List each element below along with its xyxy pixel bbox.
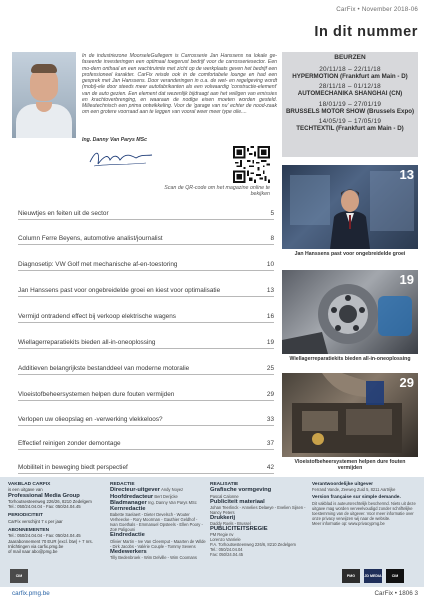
colophon-text: Inlichtingen via carfix.pmg.be [8,543,64,549]
colophon-text: Meer informatie op: www.privacypmg.be [312,520,385,526]
role-name: Tilly Bedenbroek - Wim Delville - Wim Coomans [110,555,197,561]
colophon-text: Ferrand Vande, Zeeweg Zuid 5, 8211 Aartrijke [312,487,396,493]
website-link[interactable]: carfix.pmg.be [12,590,50,597]
colophon-heading: PERIODICITEIT [8,513,43,519]
jd-media-logo: JD MEDIA [364,569,382,583]
toc-item[interactable] [18,438,274,450]
colophon-legal [312,482,418,526]
event-name: AUTOMECHANIKA SHANGHAI (CN) [297,90,403,98]
photo-caption: Vloeistofbeheersystemen helpen dure fouten vermijden [294,459,406,471]
page-title: In dit nummer [314,24,418,40]
toc-item-title: Jan Hanssens past voor ongebreidelde groei en kiest voor optimalisatie [18,287,221,294]
toc-item[interactable] [18,259,274,271]
colophon-heading: Version française sur simple demande. [312,495,401,501]
role-name: Babette Saelaert - Dieter Develsch - Wouter Verheecke - Rory Moorman - Gauthier Geldhof - Ivan Goethals - Emmanuel Opsteels - Ellen Poory - Zoë Paligouni [110,512,203,533]
toc-item-page: 29 [266,391,274,398]
toc-item-title: Diagnosetip: VW Golf met mechanische af-en-toestoring [18,261,178,268]
role-title: Grafische vormgeving [210,487,272,494]
colophon-heading: Verantwoordelijke uitgever [312,482,374,487]
role-name: PM Regie nv [210,532,234,538]
toc-item[interactable] [18,363,274,375]
engine-bay-illustration [282,373,418,457]
event-name: HYPERMOTION (Frankfurt am Main - D) [292,72,408,80]
colophon-editorial [110,482,206,560]
qr-code[interactable] [233,146,270,183]
toc-item-title: Effectief reinigen zonder demontage [18,440,121,447]
toc-item[interactable] [18,414,274,426]
toc-item-page: 33 [266,416,274,423]
toc-item-title: Column Ferre Beyens, automotive analist/journalist [18,235,163,242]
toc-item-page: 16 [266,313,274,320]
colophon-heading: ABONNEMENTEN [8,528,50,534]
toc-item-page: 5 [270,210,274,217]
toc-item-page: 37 [266,440,274,447]
toc-item[interactable] [18,389,274,401]
cim-logo: CIM [386,569,404,583]
colophon-text: is een uitgave van [8,487,43,493]
photo-caption: Wiellagerreparatiekits bieden all-in-oneoplossing [289,356,411,362]
colophon-text: Fax: 050/24.04.45 [210,552,244,558]
role-name: Daddy Roels - Brussel [210,521,251,527]
role-name: Bert Derijcke [154,493,178,499]
toc-item-title: Wiellagerreparatiekits bieden all-in-oneoplossing [18,339,156,346]
role-title: Drukkerij [210,514,236,521]
role-title: Hoofdredacteur [110,493,154,500]
colophon [0,477,424,587]
photo-article-19[interactable] [282,270,418,354]
events-title: BEURZEN [334,54,366,61]
toc-item[interactable] [18,311,274,323]
role-name: Ing. Danny Van Parys MSc [147,499,197,505]
toc-item[interactable] [18,208,274,220]
wheel-bearing-illustration [282,270,418,354]
man-in-suit-illustration [282,165,418,249]
toc-item[interactable] [18,285,274,297]
colophon-publisher [8,482,106,555]
toc-item-page: 10 [266,261,274,268]
photo-page-number: 13 [399,167,414,182]
qr-caption: Scan de QR-code om het magazine online te bekijken [164,185,270,198]
toc-item-title: Verlopen uw olieopslag en -verwerking vlekkeloos? [18,416,163,423]
colophon-text: Tel.: 050/24.04.04 - Fax: 050/24.04.45 [8,504,81,510]
toc-item-page: 13 [266,287,274,294]
toc-item-title: Nieuwtjes en feiten uit de sector [18,210,109,217]
page-footer [12,590,418,599]
colophon-text: Lorenzo Vanriele [210,537,241,543]
cim-logo: CIM [10,569,28,583]
toc-item[interactable] [18,233,274,245]
event-item [282,101,418,115]
role-name: Johan Teerlinck - Annelies Delaeye - Evelien Sijsen - Nancy Peters [210,504,306,515]
colophon-text: Tel.: 050/24.04.04 [210,547,243,553]
colophon-text: CarFix verschijnt 7 x per jaar [8,518,63,524]
editor-portrait [12,52,76,138]
toc-item-page: 42 [266,464,274,471]
role-name: Olivier Martin - Ive Van Cleemput - Maarten de Wilde - Dirk Jacobs - Valérie Couple - Tommy Sevens [110,538,206,549]
event-item [282,83,418,97]
event-name: TECHTEXTIL (Frankfurt am Main - D) [296,125,404,133]
toc-item-title: Vloeistofbeheersystemen helpen dure fouten vermijden [18,391,175,398]
event-name: BRUSSELS MOTOR SHOW (Brussels Expo) [285,107,415,115]
photo-article-13[interactable] [282,165,418,249]
role-name: Andy Noyez [161,487,184,493]
editorial-text: In de industriezone MoorseleGullegem is Carrosserie Jan Hanssens na lokale ge-faseerde investeringen een optimaal toegerust bedrijf voor de carrosseriesector. Een mo-dern onthaal en een wachtruimte met zicht op de werkplaats geven het bedrijf een professioneel karakter. CarFix reisde ook in de comfortabele lounge en had een gesprek met Jan Hanssens. Door veranderingen in o.a. de wet- en regelgeving wordt (mobi)-ele door steeds meer autofabrikanten als een volwaardig 'constructie-element' van de auto gezien. Een element dat wezenlijk bijdraagt aan het veiligen van emissies en krachtoverbrenging, en waaraan de nodige eisen moeten worden gesteld. Milieutechnisch een prima ontwikkeling. Voor de 'garage van nu' echter de nood-zaak om een grotere voorraad aan te leggen van vooral weer meer type olie.... [82,53,277,116]
colophon-text: Jaarabonnement 70 EUR (excl. btw) + 7 nrs. [8,538,93,544]
photo-caption: Jan Hanssens past voor ongebreidelde groei [294,251,406,257]
events-box [282,52,418,157]
event-date: 28/11/18 – 01/12/18 [318,83,382,91]
colophon-text: Tel.: 050/24.04.04 - Fax: 050/24.04.45 [8,533,81,539]
role-name: Pascal Calonne [210,493,239,499]
photo-article-29[interactable] [282,373,418,457]
colophon-text: Torhoutsesteenweg 226/26, 8210 Zedelgem [8,498,92,504]
toc-item-title: Vermijd ontradend effect bij verkoop elektrische wagens [18,313,176,320]
role-title: Eindredactie [110,532,145,539]
editorial-signature-name: Ing. Danny Van Parys MSc [82,137,147,143]
colophon-text: P.A. Torhoutsesteenweg 226/6, 8210 Zedelgem [210,542,296,548]
role-title: Bladmanager [110,499,147,506]
event-date: 18/01/19 – 27/01/19 [318,100,382,108]
photo-page-number: 19 [399,272,414,287]
handwritten-signature [86,146,156,170]
toc-item[interactable] [18,462,274,474]
event-item [282,118,418,132]
colophon-text: of mail naar abo@pmg.be [8,549,58,555]
event-date: 20/11/18 – 22/11/18 [319,65,381,73]
colophon-heading: VAKBLAD CARFIX [8,482,51,487]
toc-item-page: 25 [266,365,274,372]
pmg-logo: PMG [342,569,360,583]
role-title: Directeur-uitgever [110,487,160,494]
colophon-text: Dit vakblad is auteursrechtelijk beschermd. Niets uit deze uitgave mag worden verveelvoudigd zonder schriftelijke toestemming van de uitgever. Voor meer informatie over onze privacy verwijzen wij naar de website. [312,500,416,521]
toc-item[interactable] [18,337,274,349]
event-item [282,66,418,80]
photo-page-number: 29 [399,375,414,390]
role-title: Publiciteit materiaal [210,498,265,505]
publisher-name: Professional Media Group [8,492,80,499]
magazine-issue-line: CarFix • November 2018-06 [336,6,418,13]
event-date: 14/05/19 – 17/05/19 [318,118,382,126]
colophon-heading: REDACTIE [110,482,135,487]
colophon-production [210,482,306,557]
colophon-heading: REALISATIE [210,482,239,487]
toc-item-page: 8 [270,235,274,242]
toc-item-page: 19 [266,339,274,346]
toc-item-title: Additieven belangrijkste bestanddeel van moderne motoralie [18,365,190,372]
role-title: Kernredactie [110,506,146,513]
folio: CarFix • 1806 3 [374,590,418,597]
role-title: PUBLICITEITSREGIE [210,526,268,533]
portrait-hair [31,64,57,73]
role-title: Medewerkers [110,548,147,555]
toc-item-title: Mobiliteit in beweging biedt perspectief [18,464,128,471]
